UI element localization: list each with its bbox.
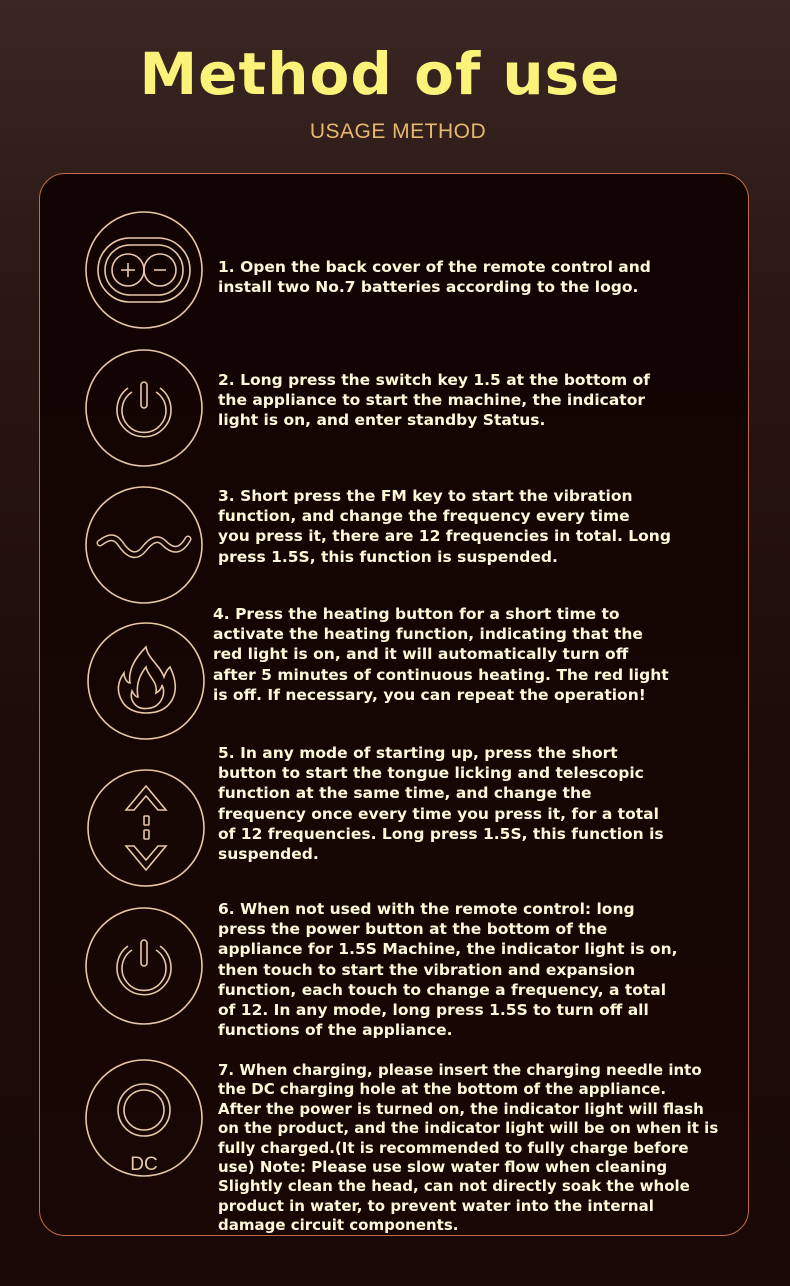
power-icon — [84, 348, 204, 468]
dc-label: DC — [130, 1154, 158, 1175]
dc-charging-icon — [84, 1058, 204, 1178]
flame-icon — [86, 621, 206, 741]
step-7-text: 7. When charging, please insert the charging needle into the DC charging hole at the bottom of the appliance. After the power is turned on, the indicator light will flash on the product, and the indicator light will be on when it is fully charged.(It is recommended to fully charge before use) Note: Please use slow water flow when cleaning Slightly clean the head, can not directly soak the whole product in water, to prevent water into the internal damage circuit components. — [218, 1061, 719, 1235]
step-1-text: 1. Open the back cover of the remote control and install two No.7 batteries according to the logo. — [218, 258, 651, 297]
battery-plus-minus-icon — [84, 210, 204, 330]
step-4-text: 4. Press the heating button for a short time to activate the heating function, indicating that the red light is on, and it will automatically turn off after 5 minutes of continuous heating. The red light is off. If necessary, you can repeat the operation! — [213, 605, 669, 704]
step-2-text: 2. Long press the switch key 1.5 at the bottom of the appliance to start the machine, the indicator light is on, and enter standby Status. — [218, 371, 650, 430]
page-subtitle: USAGE METHOD — [309, 120, 487, 143]
step-6-text: 6. When not used with the remote control: long press the power button at the bottom of the appliance for 1.5S Machine, the indicator light is on, then touch to start the vibration and expansion function, each touch to change a frequency, a total of 12. In any mode, long press 1.5S to turn off all functions of the appliance. — [218, 900, 678, 1040]
telescopic-arrows-icon — [86, 768, 206, 888]
power-icon — [84, 906, 204, 1026]
page-title: Method of use — [139, 40, 621, 108]
step-5-text: 5. In any mode of starting up, press the short button to start the tongue licking and telescopic function at the same time, and change the frequency once every time you press it, for a total of 12 frequencies. Long press 1.5S, this function is suspended. — [218, 744, 664, 864]
wave-icon — [84, 485, 204, 605]
step-3-text: 3. Short press the FM key to start the vibration function, and change the frequency every time you press it, there are 12 frequencies in total. Long press 1.5S, this function is suspended. — [218, 487, 671, 566]
